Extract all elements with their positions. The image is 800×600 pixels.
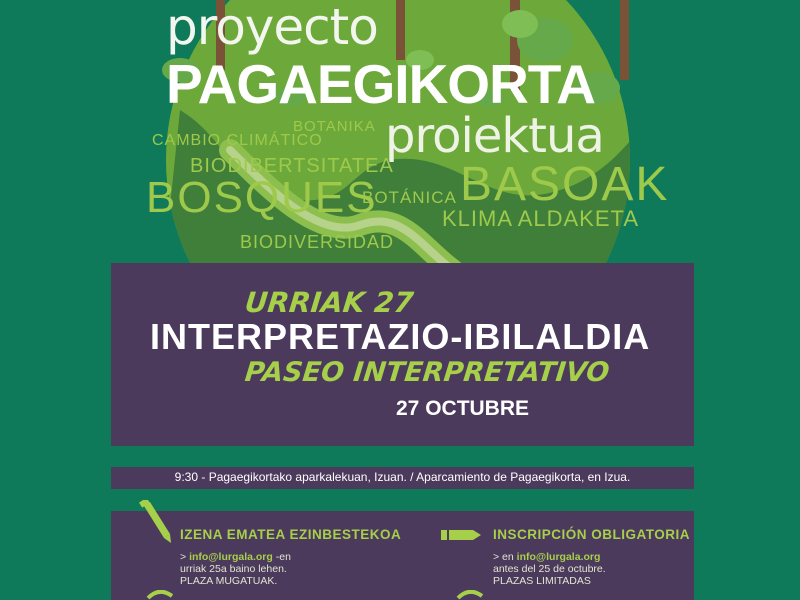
- pencil-icon: [138, 500, 174, 544]
- registration-heading-eu: IZENA EMATEA EZINBESTEKOA: [180, 527, 402, 542]
- arrow-icon-left: [146, 590, 176, 600]
- title-pagaegikorta: PAGAEGIKORTA: [166, 53, 596, 115]
- registration-eu-line2: urriak 25a baino lehen.: [180, 563, 287, 575]
- word-botanica: BOTÁNICA: [362, 188, 457, 207]
- eu-prefix: >: [180, 551, 190, 563]
- es-prefix: > en: [493, 551, 517, 563]
- word-basoak: BASOAK: [460, 158, 670, 211]
- registration-es-line1: [493, 551, 600, 563]
- event-date-eu: URRIAK 27: [243, 286, 416, 319]
- registration-es-line2: antes del 25 de octubre.: [493, 563, 606, 575]
- es-email-link[interactable]: info@lurgala.org: [516, 551, 601, 563]
- word-botanika: BOTANIKA: [293, 118, 376, 135]
- word-bosques: BOSQUES: [146, 173, 378, 222]
- registration-heading-es: INSCRIPCIÓN OBLIGATORIA: [493, 527, 691, 542]
- meeting-text: 9:30 - Pagaegikortako aparkalekuan, Izuan. / Aparcamiento de Pagaegikorta, en Izua.: [174, 470, 631, 484]
- word-cambio-climatico: CAMBIO CLIMÁTICO: [152, 132, 323, 149]
- title-proyecto: proyecto: [166, 0, 378, 56]
- registration-eu-line1: [180, 551, 291, 563]
- event-title-es: PASEO INTERPRETATIVO: [243, 357, 611, 388]
- arrow-icon-right: [456, 590, 486, 600]
- registration-es-line3: PLAZAS LIMITADAS: [493, 575, 591, 587]
- pencil-horizontal-icon: [441, 528, 481, 542]
- event-title-eu: INTERPRETAZIO-IBILALDIA: [150, 316, 651, 357]
- title-proiektua: proiektua: [385, 108, 604, 164]
- eu-email-link[interactable]: info@lurgala.org: [189, 551, 273, 563]
- meeting-bar: [111, 467, 694, 489]
- event-date-es: 27 OCTUBRE: [396, 397, 530, 420]
- word-biodibertsitatea: BIODIBERTSITATEA: [190, 155, 394, 177]
- eu-after-email: -en: [272, 551, 291, 563]
- word-biodiversidad: BIODIVERSIDAD: [240, 232, 395, 252]
- registration-eu-line3: PLAZA MUGATUAK.: [180, 575, 278, 587]
- word-klima-aldaketa: KLIMA ALDAKETA: [442, 206, 640, 231]
